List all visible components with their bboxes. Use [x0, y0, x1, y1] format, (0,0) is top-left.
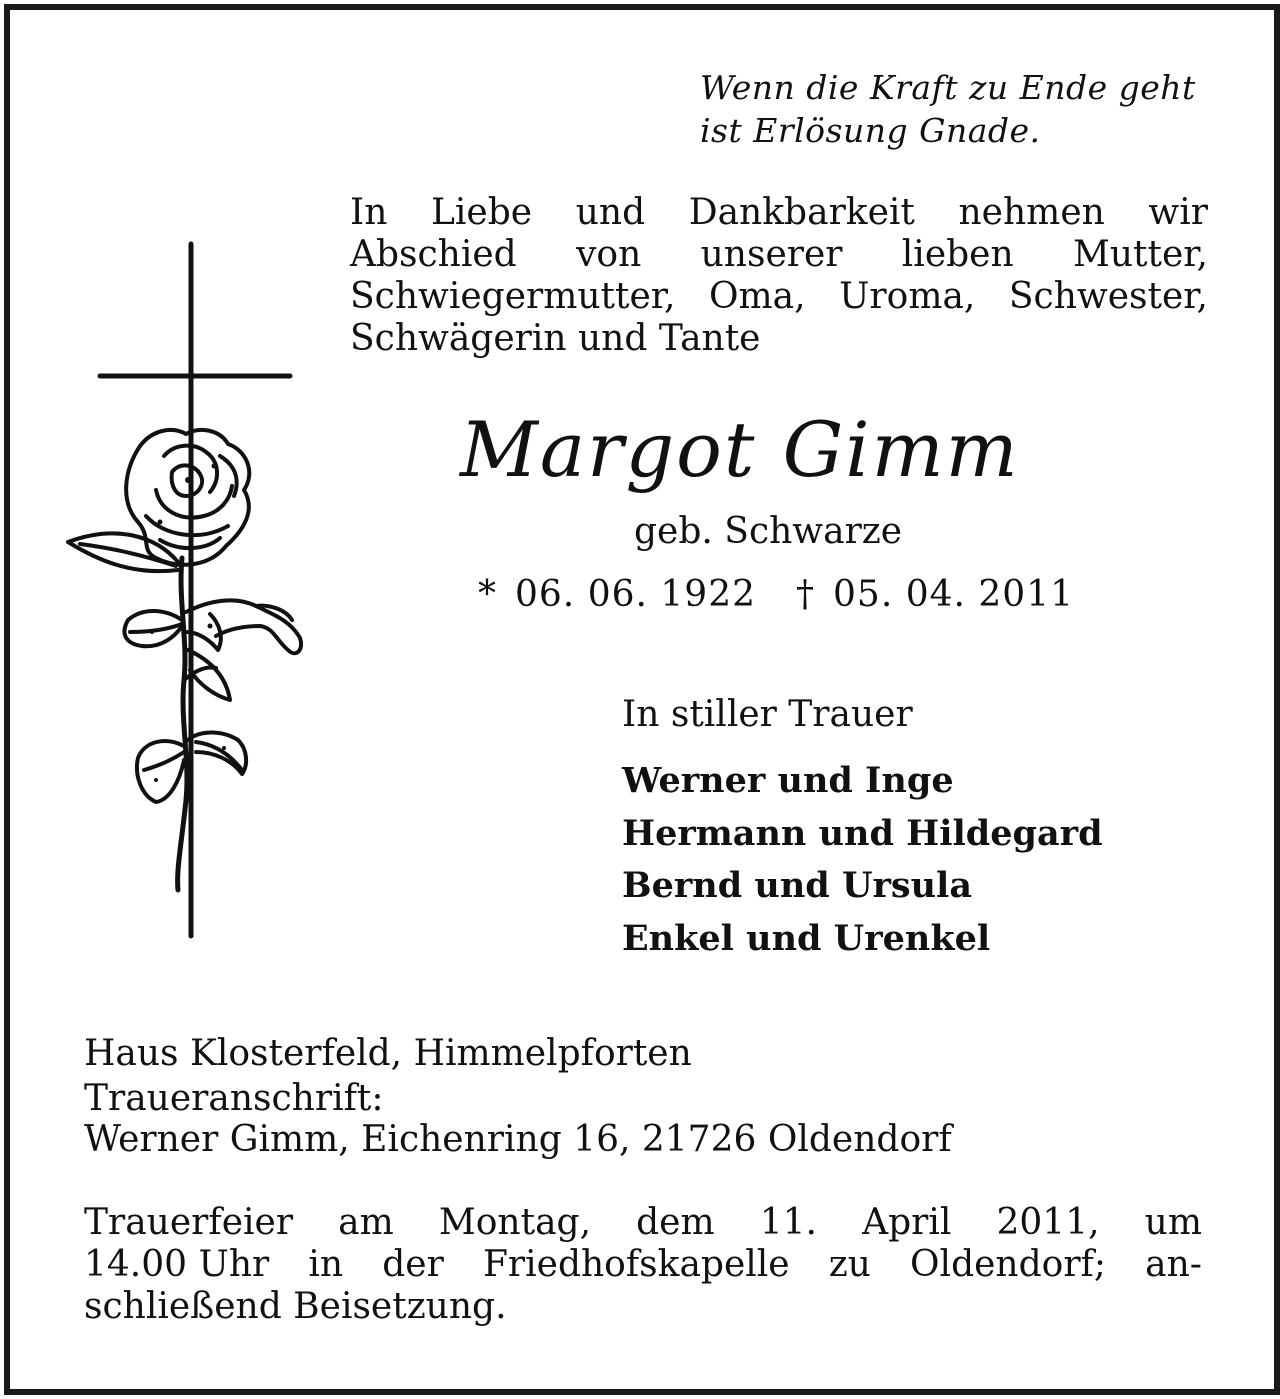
intro-paragraph — [350, 192, 1208, 360]
service-word: dem — [636, 1202, 715, 1243]
intro-word: unserer — [700, 234, 843, 275]
service-word: in — [308, 1244, 344, 1285]
motto-line-2: ist Erlösung Gnade. — [700, 111, 1041, 150]
mourner-entry: Werner und Inge — [622, 760, 954, 801]
place: Haus Klosterfeld, Himmelpforten — [84, 1033, 692, 1074]
maiden-name: geb. Schwarze — [634, 511, 903, 552]
mourner-entry: Hermann und Hildegard — [622, 812, 1103, 854]
intro-line-3 — [350, 276, 1208, 318]
service-word: 14.00 Uhr — [84, 1244, 270, 1285]
intro-word: Mutter, — [1073, 234, 1208, 275]
life-dates — [478, 574, 1074, 616]
service-word: zu — [828, 1244, 871, 1285]
motto-line-1: Wenn die Kraft zu Ende geht — [700, 68, 1196, 107]
service-word: 2011, — [996, 1202, 1100, 1243]
cross-with-rose-icon — [60, 240, 310, 940]
mourner-entry: Bernd und Ursula — [622, 865, 973, 906]
intro-word: wir — [1148, 192, 1208, 233]
service-paragraph — [84, 1202, 1202, 1328]
service-word: an- — [1145, 1244, 1202, 1285]
intro-word: In — [350, 192, 388, 233]
service-word: 11. — [759, 1202, 817, 1243]
intro-word: nehmen — [958, 192, 1105, 233]
mourners-list — [622, 755, 1103, 965]
intro-line-1 — [350, 192, 1208, 234]
address-contact: Werner Gimm, Eichenring 16, 21726 Oldendorf — [84, 1119, 952, 1160]
service-line-2 — [84, 1244, 1202, 1286]
service-word: Montag, — [438, 1202, 592, 1243]
address-block — [84, 1033, 952, 1160]
intro-word: von — [576, 234, 642, 275]
intro-word: und — [575, 192, 646, 233]
service-word: Trauerfeier — [84, 1202, 294, 1243]
service-word: Friedhofskapelle — [482, 1244, 790, 1285]
deceased-name: Margot Gimm — [460, 405, 1020, 494]
service-word: schließend Beisetzung. — [84, 1286, 507, 1327]
intro-word: Schwiegermutter, — [350, 276, 676, 317]
intro-line-2 — [350, 234, 1208, 276]
motto — [700, 66, 1220, 152]
birth-date: 06. 06. 1922 — [515, 574, 757, 615]
service-line-1 — [84, 1202, 1202, 1244]
service-word: Oldendorf; — [910, 1244, 1106, 1285]
service-word: April — [862, 1202, 952, 1243]
intro-word: Liebe — [431, 192, 533, 233]
mourning-heading: In stiller Trauer — [622, 694, 913, 735]
service-word: der — [382, 1244, 444, 1285]
death-date: 05. 04. 2011 — [833, 574, 1075, 615]
intro-word: Schwägerin und Tante — [350, 318, 761, 359]
intro-word: Oma, — [709, 276, 806, 317]
intro-line-4 — [350, 318, 1208, 360]
intro-word: Abschied — [350, 234, 517, 275]
service-word: am — [338, 1202, 394, 1243]
intro-word: Dankbarkeit — [688, 192, 915, 233]
intro-word: Schwester, — [1008, 276, 1208, 317]
birth-symbol: * — [478, 574, 497, 615]
intro-word: Uroma, — [839, 276, 976, 317]
mourner-entry: Enkel und Urenkel — [622, 917, 991, 959]
death-symbol: † — [796, 574, 816, 615]
intro-word: lieben — [901, 234, 1014, 275]
address-label: Traueranschrift: — [84, 1078, 384, 1119]
service-word: um — [1144, 1202, 1202, 1243]
service-line-3 — [84, 1286, 1202, 1328]
